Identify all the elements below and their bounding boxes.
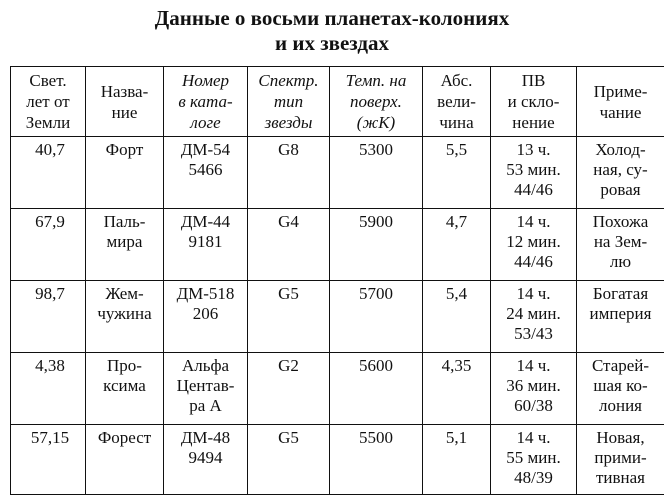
cell-text: 5300 xyxy=(359,140,393,159)
cell-text: 14 ч. xyxy=(516,428,551,447)
cell-text: Старей- xyxy=(591,356,650,375)
header-distance xyxy=(11,67,86,137)
title-line-2: и их звездах xyxy=(275,31,389,55)
cell-text: 48/39 xyxy=(514,468,553,487)
cell-catalog xyxy=(164,353,248,425)
cell-text: Похожа xyxy=(592,212,649,231)
cell-magnitude xyxy=(423,425,491,495)
cell-distance xyxy=(11,425,86,495)
header-line: Спектр. xyxy=(258,71,319,90)
cell-distance xyxy=(11,281,86,353)
header-line: ние xyxy=(111,102,138,122)
header-line: логе xyxy=(190,113,221,132)
cell-distance xyxy=(11,353,86,425)
cell-text: Форт xyxy=(105,140,144,159)
cell-distance xyxy=(11,137,86,209)
table-row xyxy=(11,281,664,353)
cell-text: G5 xyxy=(278,284,299,303)
header-temperature xyxy=(330,67,423,137)
cell-text: 4,35 xyxy=(441,356,472,375)
header-line: лет от xyxy=(26,92,70,111)
cell-temperature xyxy=(330,425,423,495)
cell-magnitude xyxy=(423,281,491,353)
cell-text: 40,7 xyxy=(35,140,65,159)
cell-temperature xyxy=(330,353,423,425)
cell-spectral xyxy=(248,281,330,353)
cell-text: 36 мин. xyxy=(506,376,561,395)
header-name xyxy=(86,67,164,137)
header-magnitude xyxy=(423,67,491,137)
cell-name xyxy=(86,425,164,495)
cell-text: ДМ-518 xyxy=(176,284,235,303)
cell-text: на Зем- xyxy=(593,232,648,251)
cell-text: тивная xyxy=(595,468,646,487)
planets-table xyxy=(10,66,664,495)
header-line: нение xyxy=(512,113,555,132)
header-line: Земли xyxy=(25,113,71,132)
cell-text: 4,38 xyxy=(35,356,65,375)
cell-text: империя xyxy=(589,304,652,323)
cell-text: 9181 xyxy=(188,232,223,251)
cell-text: Про- xyxy=(107,356,142,375)
cell-text: 60/38 xyxy=(514,396,553,415)
cell-text: ксима xyxy=(103,376,146,395)
cell-text: ра А xyxy=(189,396,222,415)
header-line: тип xyxy=(273,92,304,111)
cell-text: Форест xyxy=(97,428,152,447)
cell-text: Альфа xyxy=(181,356,230,375)
cell-text: 14 ч. xyxy=(516,284,551,303)
cell-text: 5500 xyxy=(359,428,393,447)
cell-text: G4 xyxy=(278,212,299,231)
cell-text: 5,1 xyxy=(445,428,468,447)
header-coords xyxy=(491,67,577,137)
cell-text: 44/46 xyxy=(514,180,553,199)
table-header xyxy=(11,67,664,137)
cell-text: ДМ-44 xyxy=(180,212,231,231)
cell-text: 53/43 xyxy=(514,324,553,343)
cell-temperature xyxy=(330,209,423,281)
cell-note xyxy=(577,281,664,353)
cell-note xyxy=(577,353,664,425)
cell-text: 53 мин. xyxy=(506,160,561,179)
cell-temperature xyxy=(330,137,423,209)
header-line: ПВ xyxy=(521,71,546,90)
cell-text: ДМ-54 xyxy=(180,140,231,159)
cell-text: G8 xyxy=(278,140,299,159)
cell-text: лю xyxy=(609,252,632,271)
header-line: Темп. на xyxy=(345,71,407,90)
document-title xyxy=(0,6,664,56)
cell-text: G5 xyxy=(278,428,299,447)
cell-text: прими- xyxy=(594,448,647,467)
header-line: чание xyxy=(599,102,642,122)
cell-text: лония xyxy=(599,396,642,415)
cell-spectral xyxy=(248,425,330,495)
cell-text: 14 ч. xyxy=(516,212,551,231)
cell-text: мира xyxy=(106,232,143,251)
header-line: Приме- xyxy=(593,81,648,101)
cell-text: 5900 xyxy=(359,212,393,231)
cell-text: 55 мин. xyxy=(506,448,561,467)
cell-magnitude xyxy=(423,209,491,281)
header-line: Свет. xyxy=(29,71,67,90)
cell-text: 206 xyxy=(192,304,219,323)
header-line: чина xyxy=(439,113,474,132)
header-line: звезды xyxy=(264,113,313,132)
cell-name xyxy=(86,353,164,425)
header-line: Абс. xyxy=(440,71,473,90)
cell-text: 44/46 xyxy=(514,252,553,271)
cell-name xyxy=(86,209,164,281)
cell-text: 5,4 xyxy=(445,284,468,303)
cell-text: Центав- xyxy=(176,376,235,395)
table-row xyxy=(11,425,664,495)
header-catalog xyxy=(164,67,248,137)
header-row xyxy=(11,67,664,137)
header-line: и скло- xyxy=(507,92,560,111)
cell-coords xyxy=(491,353,577,425)
cell-name xyxy=(86,137,164,209)
cell-coords xyxy=(491,137,577,209)
cell-text: 5466 xyxy=(188,160,223,179)
cell-text: 14 ч. xyxy=(516,356,551,375)
header-line: вели- xyxy=(437,92,476,111)
cell-magnitude xyxy=(423,137,491,209)
header-line: в ката- xyxy=(178,92,233,111)
cell-text: 12 мин. xyxy=(506,232,561,251)
cell-text: G2 xyxy=(278,356,299,375)
cell-catalog xyxy=(164,209,248,281)
cell-text: 4,7 xyxy=(445,212,468,231)
cell-magnitude xyxy=(423,353,491,425)
header-line: Назва- xyxy=(100,81,149,101)
cell-text: шая ко- xyxy=(593,376,648,395)
table-row xyxy=(11,209,664,281)
cell-temperature xyxy=(330,281,423,353)
cell-text: 9494 xyxy=(188,448,223,467)
cell-spectral xyxy=(248,353,330,425)
title-line-1: Данные о восьми планетах-колониях xyxy=(154,6,510,30)
cell-text: 5600 xyxy=(359,356,393,375)
cell-text: ровая xyxy=(600,180,641,199)
cell-distance xyxy=(11,209,86,281)
header-note xyxy=(577,67,664,137)
table-body xyxy=(11,137,664,495)
cell-text: 5700 xyxy=(359,284,393,303)
cell-text: 67,9 xyxy=(35,212,65,231)
header-line: поверх. xyxy=(350,92,402,111)
table-row xyxy=(11,137,664,209)
cell-catalog xyxy=(164,137,248,209)
cell-text: Паль- xyxy=(103,212,146,231)
cell-catalog xyxy=(164,281,248,353)
cell-text: ная, су- xyxy=(593,160,648,179)
cell-name xyxy=(86,281,164,353)
header-spectral xyxy=(248,67,330,137)
cell-text: Жем- xyxy=(105,284,144,303)
cell-text: 57,15 xyxy=(30,428,70,447)
cell-text: 5,5 xyxy=(445,140,468,159)
cell-catalog xyxy=(164,425,248,495)
cell-coords xyxy=(491,425,577,495)
cell-text: Холод- xyxy=(595,140,646,159)
cell-note xyxy=(577,209,664,281)
cell-text: Новая, xyxy=(596,428,645,447)
cell-text: Богатая xyxy=(592,284,649,303)
cell-text: 24 мин. xyxy=(506,304,561,323)
cell-text: 13 ч. xyxy=(516,140,551,159)
header-line: Номер xyxy=(181,71,230,90)
header-line: (жК) xyxy=(356,113,396,132)
cell-note xyxy=(577,137,664,209)
cell-coords xyxy=(491,209,577,281)
cell-coords xyxy=(491,281,577,353)
cell-text: 98,7 xyxy=(35,284,65,303)
table-row xyxy=(11,353,664,425)
cell-note xyxy=(577,425,664,495)
cell-text: чужина xyxy=(97,304,152,323)
cell-spectral xyxy=(248,137,330,209)
cell-spectral xyxy=(248,209,330,281)
cell-text: ДМ-48 xyxy=(180,428,231,447)
